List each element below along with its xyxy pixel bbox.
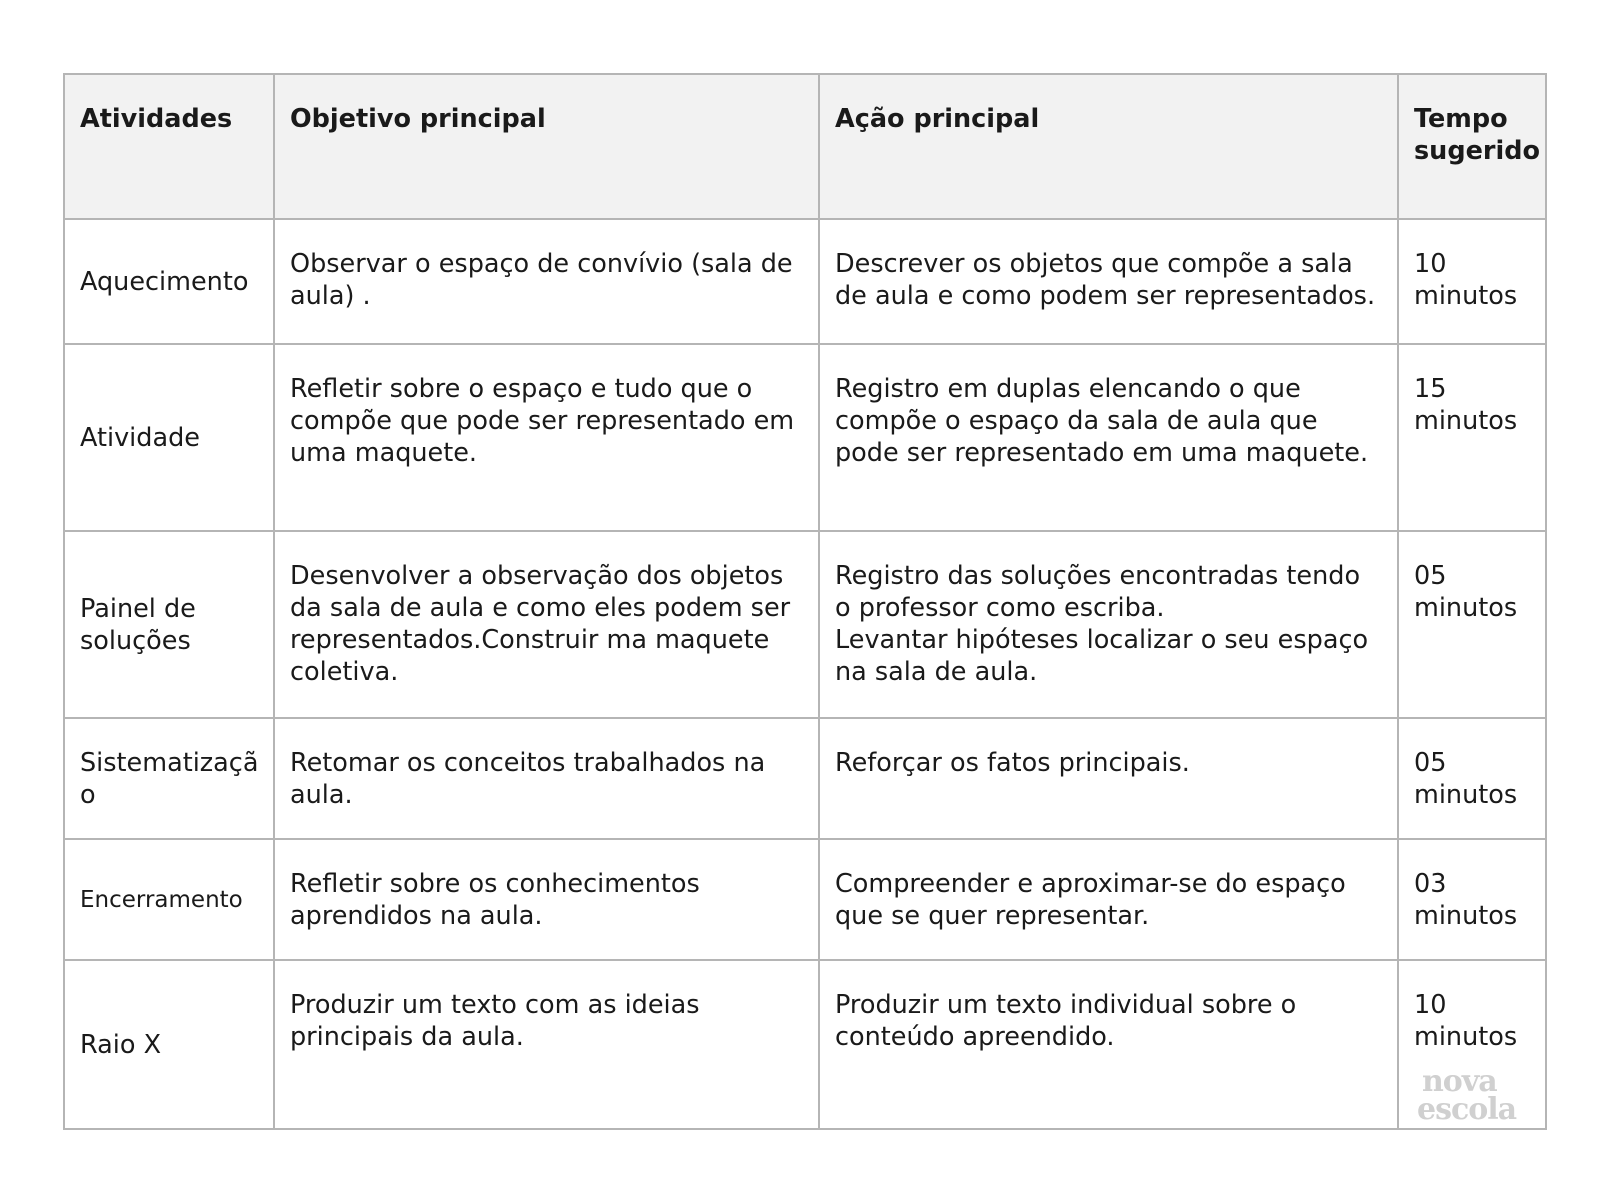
- objective-cell: Produzir um texto com as ideias principais da aula.: [274, 960, 819, 1129]
- logo-line-nova: nova: [1422, 1064, 1497, 1099]
- table-header: [64, 74, 1546, 219]
- action-cell: Descrever os objetos que compõe a sala de aula e como podem ser representados.: [819, 219, 1398, 344]
- time-cell: 10 minutos: [1398, 960, 1546, 1129]
- table-row: [64, 960, 1546, 1129]
- action-cell: Reforçar os fatos principais.: [819, 718, 1398, 839]
- logo-line-escola: escola: [1417, 1092, 1517, 1127]
- action-cell: Registro em duplas elencando o que compõe o espaço da sala de aula que pode ser representado em uma maquete.: [819, 344, 1398, 531]
- activity-cell: Aquecimento: [64, 219, 274, 344]
- header-tempo-sugerido: Tempo sugerido: [1398, 74, 1546, 219]
- activity-cell: Sistematização: [64, 718, 274, 839]
- objective-cell: Desenvolver a observação dos objetos da sala de aula e como eles podem ser representados.Construir ma maquete coletiva.: [274, 531, 819, 718]
- activity-cell: Atividade: [64, 344, 274, 531]
- activity-cell: Encerramento: [64, 839, 274, 960]
- objective-cell: Retomar os conceitos trabalhados na aula.: [274, 718, 819, 839]
- table-body: [64, 219, 1546, 1129]
- table-row: [64, 219, 1546, 344]
- activity-cell: Painel de soluções: [64, 531, 274, 718]
- header-objetivo-principal: Objetivo principal: [274, 74, 819, 219]
- activity-cell: Raio X: [64, 960, 274, 1129]
- time-cell: 15 minutos: [1398, 344, 1546, 531]
- time-cell: 03 minutos: [1398, 839, 1546, 960]
- objective-cell: Refletir sobre os conhecimentos aprendidos na aula.: [274, 839, 819, 960]
- lesson-plan-table: [63, 73, 1547, 1130]
- table-row: [64, 344, 1546, 531]
- action-cell: Registro das soluções encontradas tendo o professor como escriba. Levantar hipóteses localizar o seu espaço na sala de aula.: [819, 531, 1398, 718]
- objective-cell: Refletir sobre o espaço e tudo que o compõe que pode ser representado em uma maquete.: [274, 344, 819, 531]
- table-row: [64, 839, 1546, 960]
- time-cell: 05 minutos: [1398, 531, 1546, 718]
- table-row: [64, 718, 1546, 839]
- table-row: [64, 531, 1546, 718]
- action-cell: Produzir um texto individual sobre o conteúdo apreendido.: [819, 960, 1398, 1129]
- time-cell: 10 minutos: [1398, 219, 1546, 344]
- action-cell: Compreender e aproximar-se do espaço que se quer representar.: [819, 839, 1398, 960]
- objective-cell: Observar o espaço de convívio (sala de aula) .: [274, 219, 819, 344]
- nova-escola-logo: [1417, 1064, 1535, 1127]
- header-atividades: Atividades: [64, 74, 274, 219]
- header-acao-principal: Ação principal: [819, 74, 1398, 219]
- header-row: [64, 74, 1546, 219]
- time-cell: 05 minutos: [1398, 718, 1546, 839]
